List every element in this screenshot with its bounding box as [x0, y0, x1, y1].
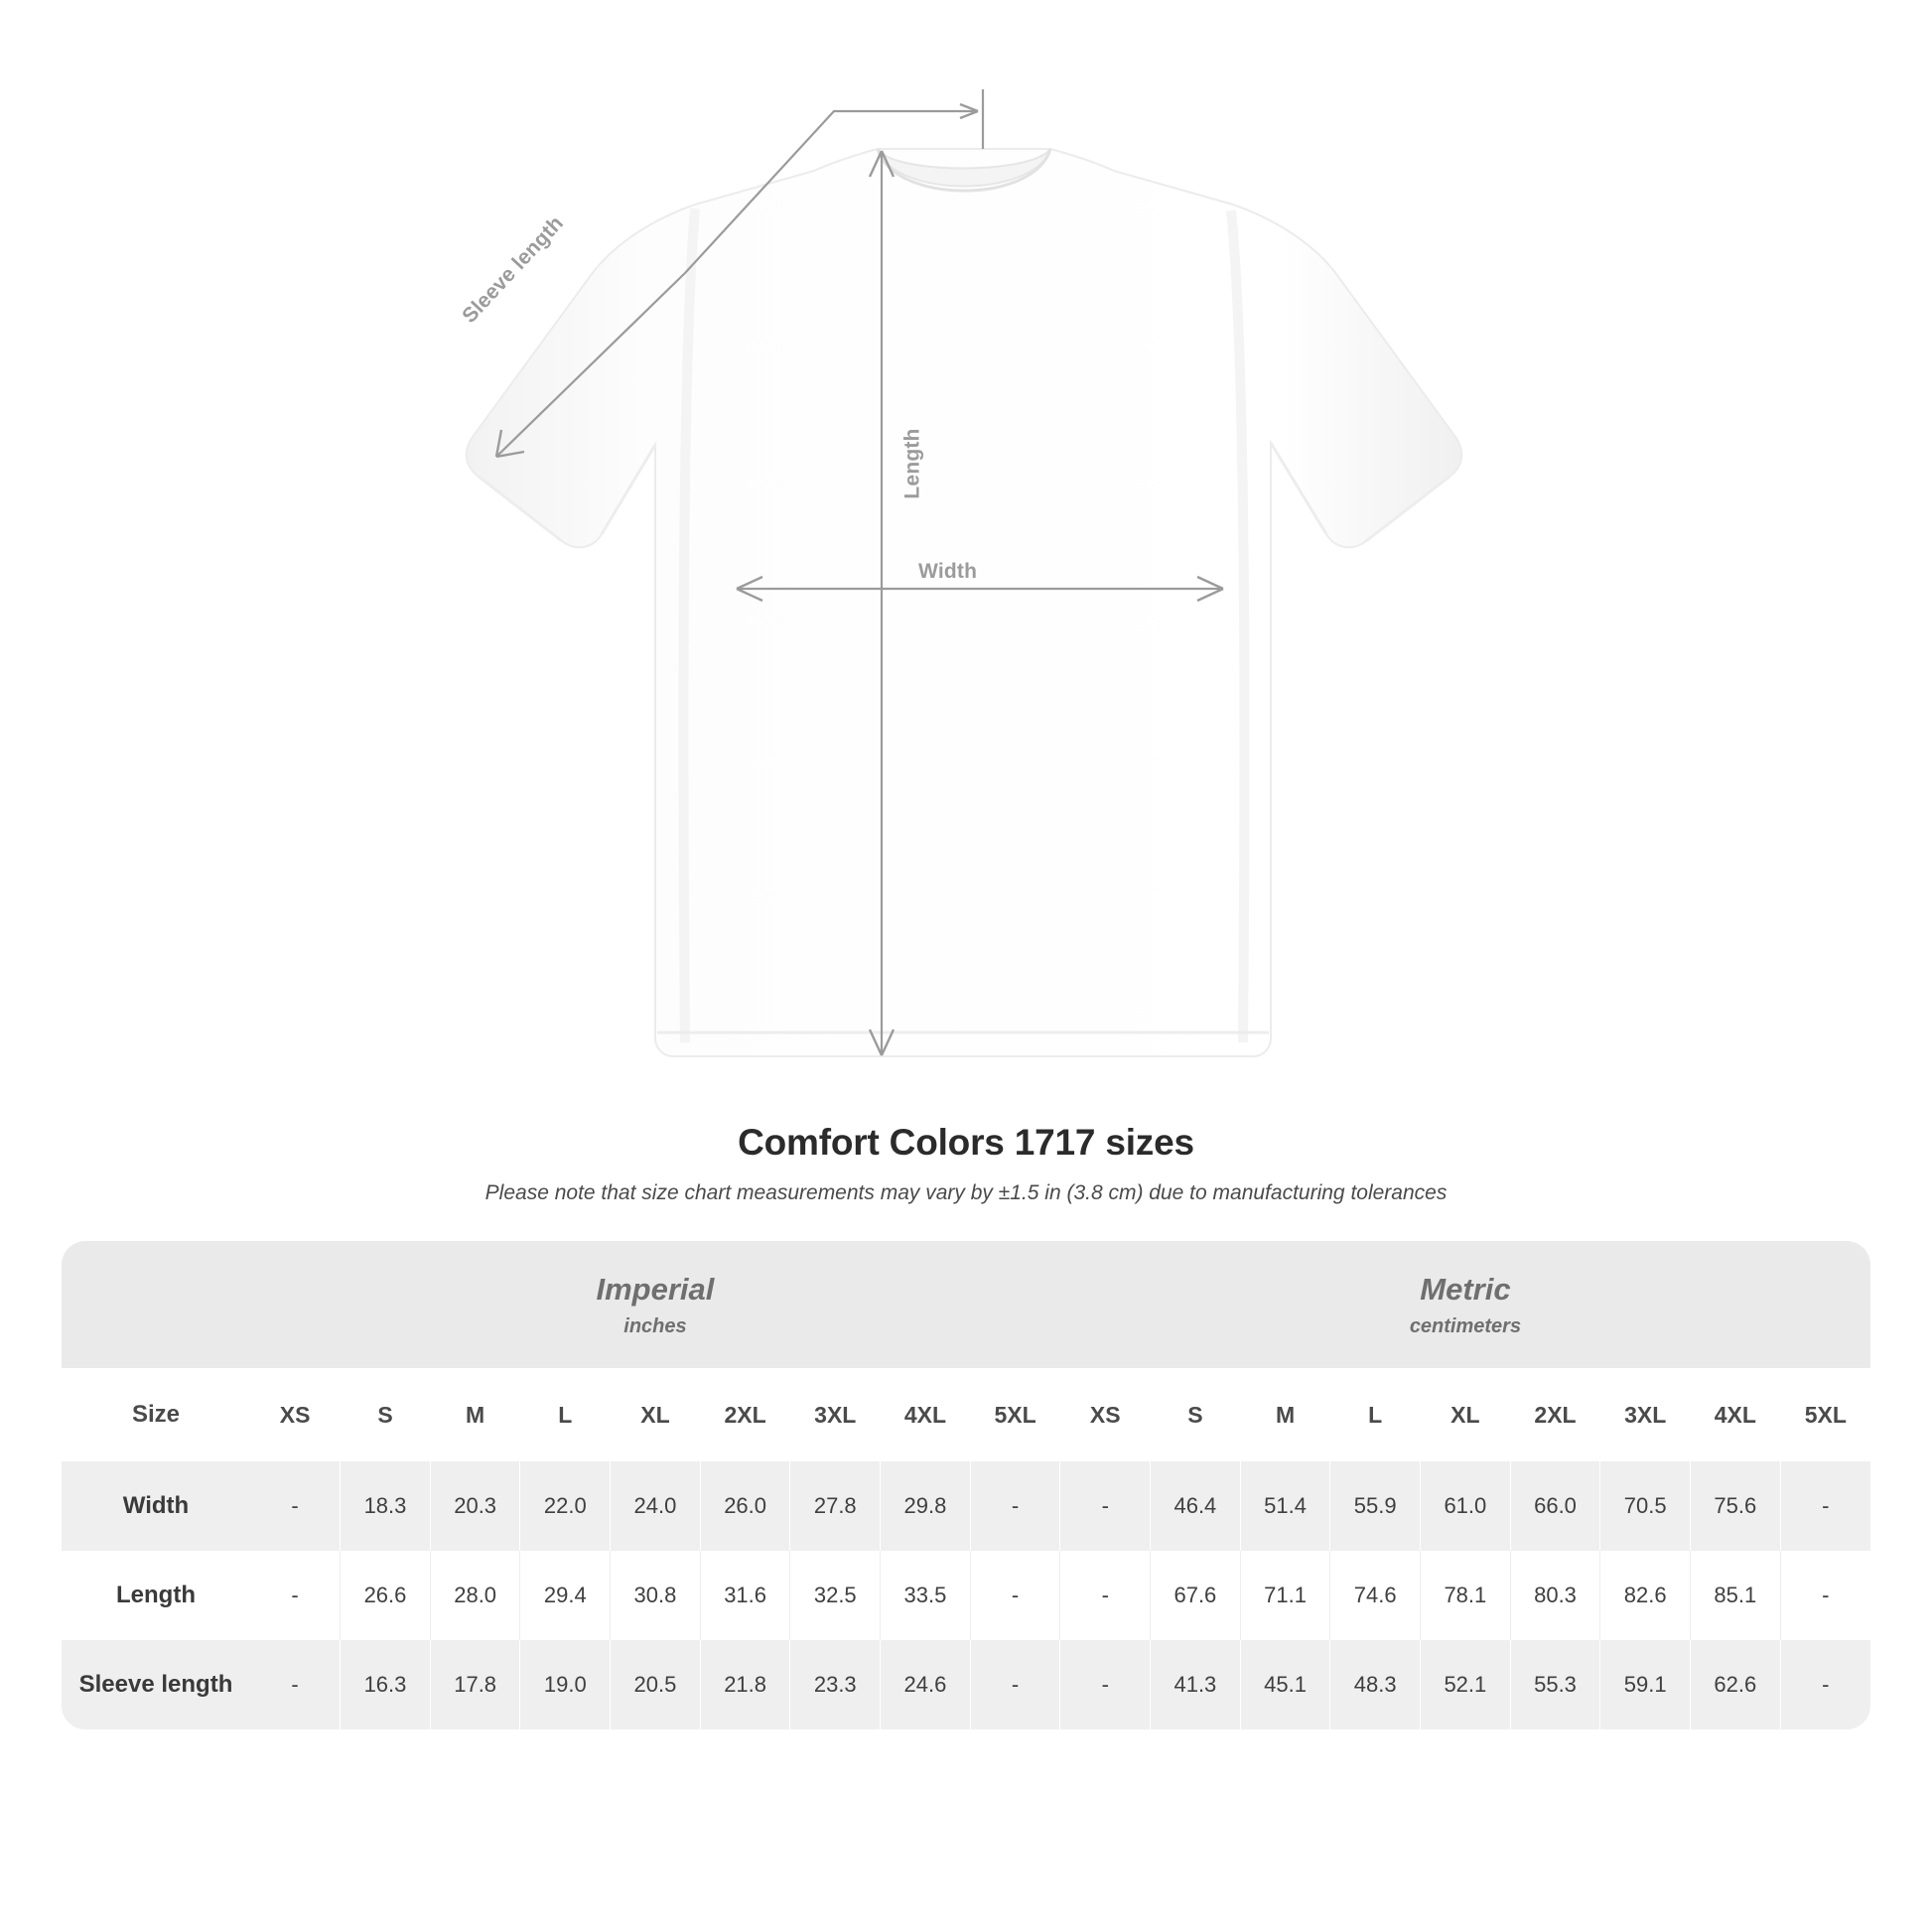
cell-length-metric-4xl: 85.1	[1691, 1551, 1781, 1640]
length-label: Length	[900, 428, 924, 499]
cell-length-metric-3xl: 82.6	[1600, 1551, 1691, 1640]
size-header-cell: Size	[62, 1368, 250, 1461]
cell-sleeve-length-metric-m: 45.1	[1240, 1640, 1330, 1729]
table-row	[62, 1461, 1870, 1551]
unit-header-row	[62, 1241, 1870, 1368]
size-header-metric-3xl: 3XL	[1600, 1368, 1691, 1461]
cell-width-metric-2xl: 66.0	[1510, 1461, 1600, 1551]
cell-length-imperial-4xl: 33.5	[881, 1551, 971, 1640]
cell-sleeve-length-metric-l: 48.3	[1330, 1640, 1421, 1729]
row-header-sleeve-length: Sleeve length	[62, 1640, 250, 1729]
imperial-title: Imperial	[596, 1271, 715, 1307]
size-header-imperial-s: S	[341, 1368, 431, 1461]
size-header-metric-m: M	[1240, 1368, 1330, 1461]
cell-width-metric-s: 46.4	[1151, 1461, 1241, 1551]
size-header-imperial-5xl: 5XL	[970, 1368, 1060, 1461]
cell-sleeve-length-imperial-s: 16.3	[341, 1640, 431, 1729]
cell-length-metric-m: 71.1	[1240, 1551, 1330, 1640]
cell-width-metric-xl: 61.0	[1421, 1461, 1511, 1551]
size-header-metric-4xl: 4XL	[1691, 1368, 1781, 1461]
table-row	[62, 1640, 1870, 1729]
cell-sleeve-length-imperial-l: 19.0	[520, 1640, 611, 1729]
cell-width-imperial-4xl: 29.8	[881, 1461, 971, 1551]
cell-width-imperial-l: 22.0	[520, 1461, 611, 1551]
shirt-shape	[467, 149, 1462, 1056]
cell-sleeve-length-imperial-2xl: 21.8	[700, 1640, 790, 1729]
size-header-imperial-xl: XL	[611, 1368, 701, 1461]
size-header-row	[62, 1368, 1870, 1461]
size-chart-table	[62, 1241, 1870, 1729]
size-header-imperial-m: M	[430, 1368, 520, 1461]
size-header-metric-l: L	[1330, 1368, 1421, 1461]
size-header-imperial-2xl: 2XL	[700, 1368, 790, 1461]
sleeve-length-label: Sleeve length	[458, 211, 569, 328]
cell-sleeve-length-imperial-xs: -	[250, 1640, 341, 1729]
cell-length-metric-5xl: -	[1780, 1551, 1870, 1640]
cell-length-metric-2xl: 80.3	[1510, 1551, 1600, 1640]
cell-length-metric-xl: 78.1	[1421, 1551, 1511, 1640]
imperial-sub: inches	[623, 1314, 687, 1337]
cell-length-imperial-3xl: 32.5	[790, 1551, 881, 1640]
size-header-imperial-4xl: 4XL	[881, 1368, 971, 1461]
table-row	[62, 1551, 1870, 1640]
cell-length-imperial-xl: 30.8	[611, 1551, 701, 1640]
size-header-metric-xs: XS	[1060, 1368, 1151, 1461]
unit-header-imperial	[250, 1241, 1060, 1368]
cell-length-metric-l: 74.6	[1330, 1551, 1421, 1640]
size-header-metric-xl: XL	[1421, 1368, 1511, 1461]
cell-sleeve-length-imperial-5xl: -	[970, 1640, 1060, 1729]
tolerance-note: Please note that size chart measurements may vary by ±1.5 in (3.8 cm) due to manufacturing tolerances	[484, 1181, 1448, 1204]
width-label: Width	[918, 560, 978, 583]
cell-sleeve-length-metric-3xl: 59.1	[1600, 1640, 1691, 1729]
cell-sleeve-length-metric-xs: -	[1060, 1640, 1151, 1729]
size-header-imperial-xs: XS	[250, 1368, 341, 1461]
cell-sleeve-length-metric-2xl: 55.3	[1510, 1640, 1600, 1729]
page-title: Comfort Colors 1717 sizes	[738, 1122, 1194, 1163]
cell-width-imperial-5xl: -	[970, 1461, 1060, 1551]
cell-sleeve-length-metric-xl: 52.1	[1421, 1640, 1511, 1729]
unit-header-metric	[1060, 1241, 1870, 1368]
cell-sleeve-length-metric-s: 41.3	[1151, 1640, 1241, 1729]
size-header-imperial-l: L	[520, 1368, 611, 1461]
cell-width-imperial-s: 18.3	[341, 1461, 431, 1551]
cell-length-imperial-xs: -	[250, 1551, 341, 1640]
cell-width-metric-5xl: -	[1780, 1461, 1870, 1551]
cell-width-metric-3xl: 70.5	[1600, 1461, 1691, 1551]
cell-length-imperial-s: 26.6	[341, 1551, 431, 1640]
cell-sleeve-length-metric-5xl: -	[1780, 1640, 1870, 1729]
cell-sleeve-length-imperial-3xl: 23.3	[790, 1640, 881, 1729]
size-header-metric-5xl: 5XL	[1780, 1368, 1870, 1461]
cell-length-metric-xs: -	[1060, 1551, 1151, 1640]
metric-title: Metric	[1420, 1271, 1511, 1307]
cell-width-metric-l: 55.9	[1330, 1461, 1421, 1551]
cell-length-imperial-2xl: 31.6	[700, 1551, 790, 1640]
cell-width-metric-m: 51.4	[1240, 1461, 1330, 1551]
size-header-imperial-3xl: 3XL	[790, 1368, 881, 1461]
cell-width-imperial-3xl: 27.8	[790, 1461, 881, 1551]
cell-length-imperial-m: 28.0	[430, 1551, 520, 1640]
row-header-width: Width	[62, 1461, 250, 1551]
cell-sleeve-length-metric-4xl: 62.6	[1691, 1640, 1781, 1729]
size-header-metric-s: S	[1151, 1368, 1241, 1461]
size-chart-table-wrap	[62, 1241, 1870, 1729]
cell-width-metric-4xl: 75.6	[1691, 1461, 1781, 1551]
size-header-metric-2xl: 2XL	[1510, 1368, 1600, 1461]
cell-width-imperial-2xl: 26.0	[700, 1461, 790, 1551]
cell-length-imperial-5xl: -	[970, 1551, 1060, 1640]
cell-width-imperial-m: 20.3	[430, 1461, 520, 1551]
title-block	[0, 1122, 1932, 1205]
cell-length-metric-s: 67.6	[1151, 1551, 1241, 1640]
unit-header-spacer	[62, 1241, 250, 1368]
cell-sleeve-length-imperial-m: 17.8	[430, 1640, 520, 1729]
cell-sleeve-length-imperial-xl: 20.5	[611, 1640, 701, 1729]
cell-sleeve-length-imperial-4xl: 24.6	[881, 1640, 971, 1729]
row-header-length: Length	[62, 1551, 250, 1640]
cell-width-imperial-xs: -	[250, 1461, 341, 1551]
cell-width-metric-xs: -	[1060, 1461, 1151, 1551]
cell-length-imperial-l: 29.4	[520, 1551, 611, 1640]
size-chart-body	[62, 1461, 1870, 1729]
cell-width-imperial-xl: 24.0	[611, 1461, 701, 1551]
metric-sub: centimeters	[1409, 1314, 1522, 1337]
